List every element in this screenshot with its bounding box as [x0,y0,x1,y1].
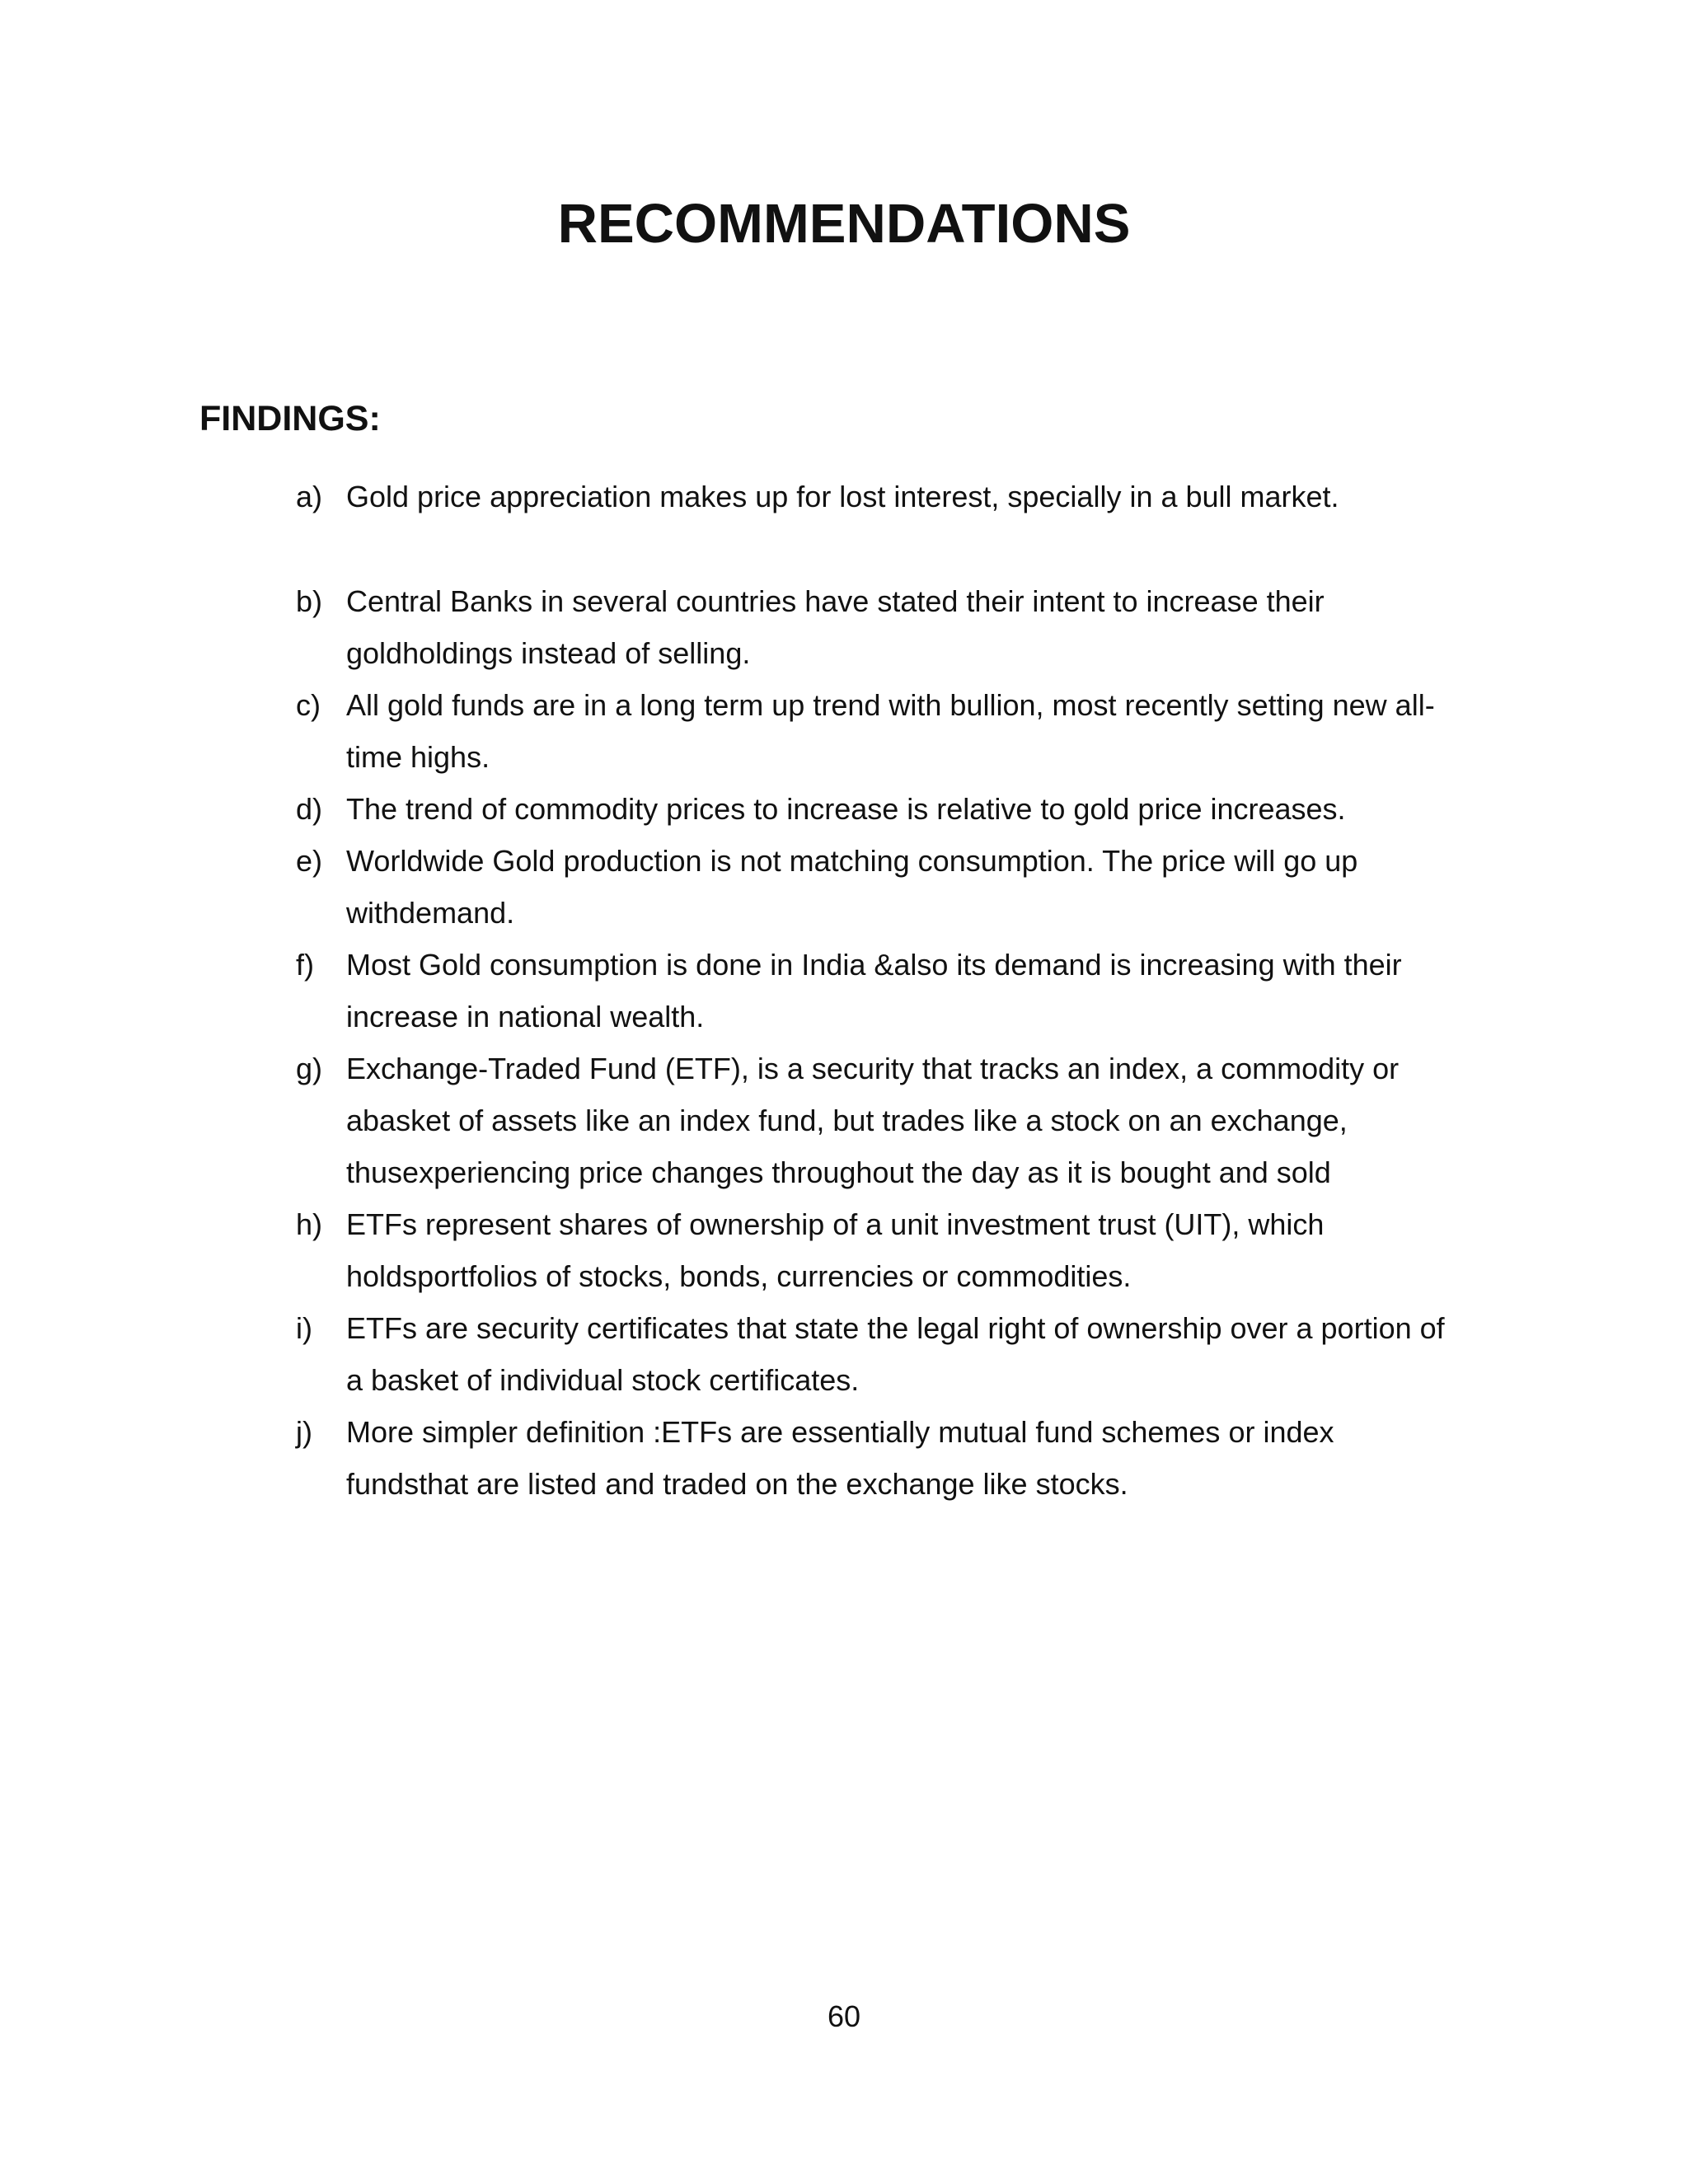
finding-item [296,1406,1491,1510]
finding-text-line: holdsportfolios of stocks, bonds, currencies or commodities. [346,1259,1132,1293]
finding-text-line: Central Banks in several countries have stated their intent to increase their [346,584,1325,618]
finding-marker: f) [296,948,314,982]
section-heading-findings: FINDINGS: [199,399,381,438]
finding-item [296,471,1491,523]
finding-text-line: goldholdings instead of selling. [346,636,751,670]
finding-marker: e) [296,844,323,878]
finding-item [296,575,1491,679]
finding-marker: j) [296,1415,312,1449]
finding-marker: g) [296,1052,323,1085]
finding-marker: b) [296,584,323,618]
finding-text-line: abasket of assets like an index fund, but trades like a stock on an exchange, [346,1104,1348,1137]
finding-text-line: increase in national wealth. [346,1000,705,1033]
finding-item [296,679,1491,783]
finding-item [296,835,1491,939]
finding-text-line: a basket of individual stock certificates. [346,1363,860,1397]
finding-text-line: Worldwide Gold production is not matching consumption. The price will go up [346,844,1358,878]
finding-item [296,783,1491,835]
finding-marker: c) [296,688,321,722]
finding-text-line: ETFs represent shares of ownership of a unit investment trust (UIT), which [346,1207,1325,1241]
finding-marker: a) [296,480,323,513]
finding-text-line: ETFs are security certificates that state the legal right of ownership over a portion of [346,1311,1445,1345]
finding-text-line: thusexperiencing price changes throughout the day as it is bought and sold [346,1155,1331,1189]
finding-item [296,1043,1491,1198]
finding-text-line: All gold funds are in a long term up trend with bullion, most recently setting new all- [346,688,1435,722]
finding-text-line: Most Gold consumption is done in India &also its demand is increasing with their [346,948,1402,982]
finding-text-line: withdemand. [346,896,515,930]
findings-list [296,471,1491,1510]
finding-marker: i) [296,1311,312,1345]
finding-text-line: Exchange-Traded Fund (ETF), is a security that tracks an index, a commodity or [346,1052,1400,1085]
page-number: 60 [827,1999,861,2033]
finding-text-line: time highs. [346,740,490,774]
finding-item [296,1198,1491,1302]
finding-marker: h) [296,1207,323,1241]
page-title: RECOMMENDATIONS [557,193,1131,255]
finding-text-line: fundsthat are listed and traded on the exchange like stocks. [346,1467,1128,1501]
finding-item [296,939,1491,1043]
finding-marker: d) [296,792,323,826]
finding-item [296,1302,1491,1406]
finding-text-line: More simpler definition :ETFs are essentially mutual fund schemes or index [346,1415,1334,1449]
finding-text-line: Gold price appreciation makes up for lost interest, specially in a bull market. [346,480,1339,513]
finding-text-line: The trend of commodity prices to increase is relative to gold price increases. [346,792,1346,826]
